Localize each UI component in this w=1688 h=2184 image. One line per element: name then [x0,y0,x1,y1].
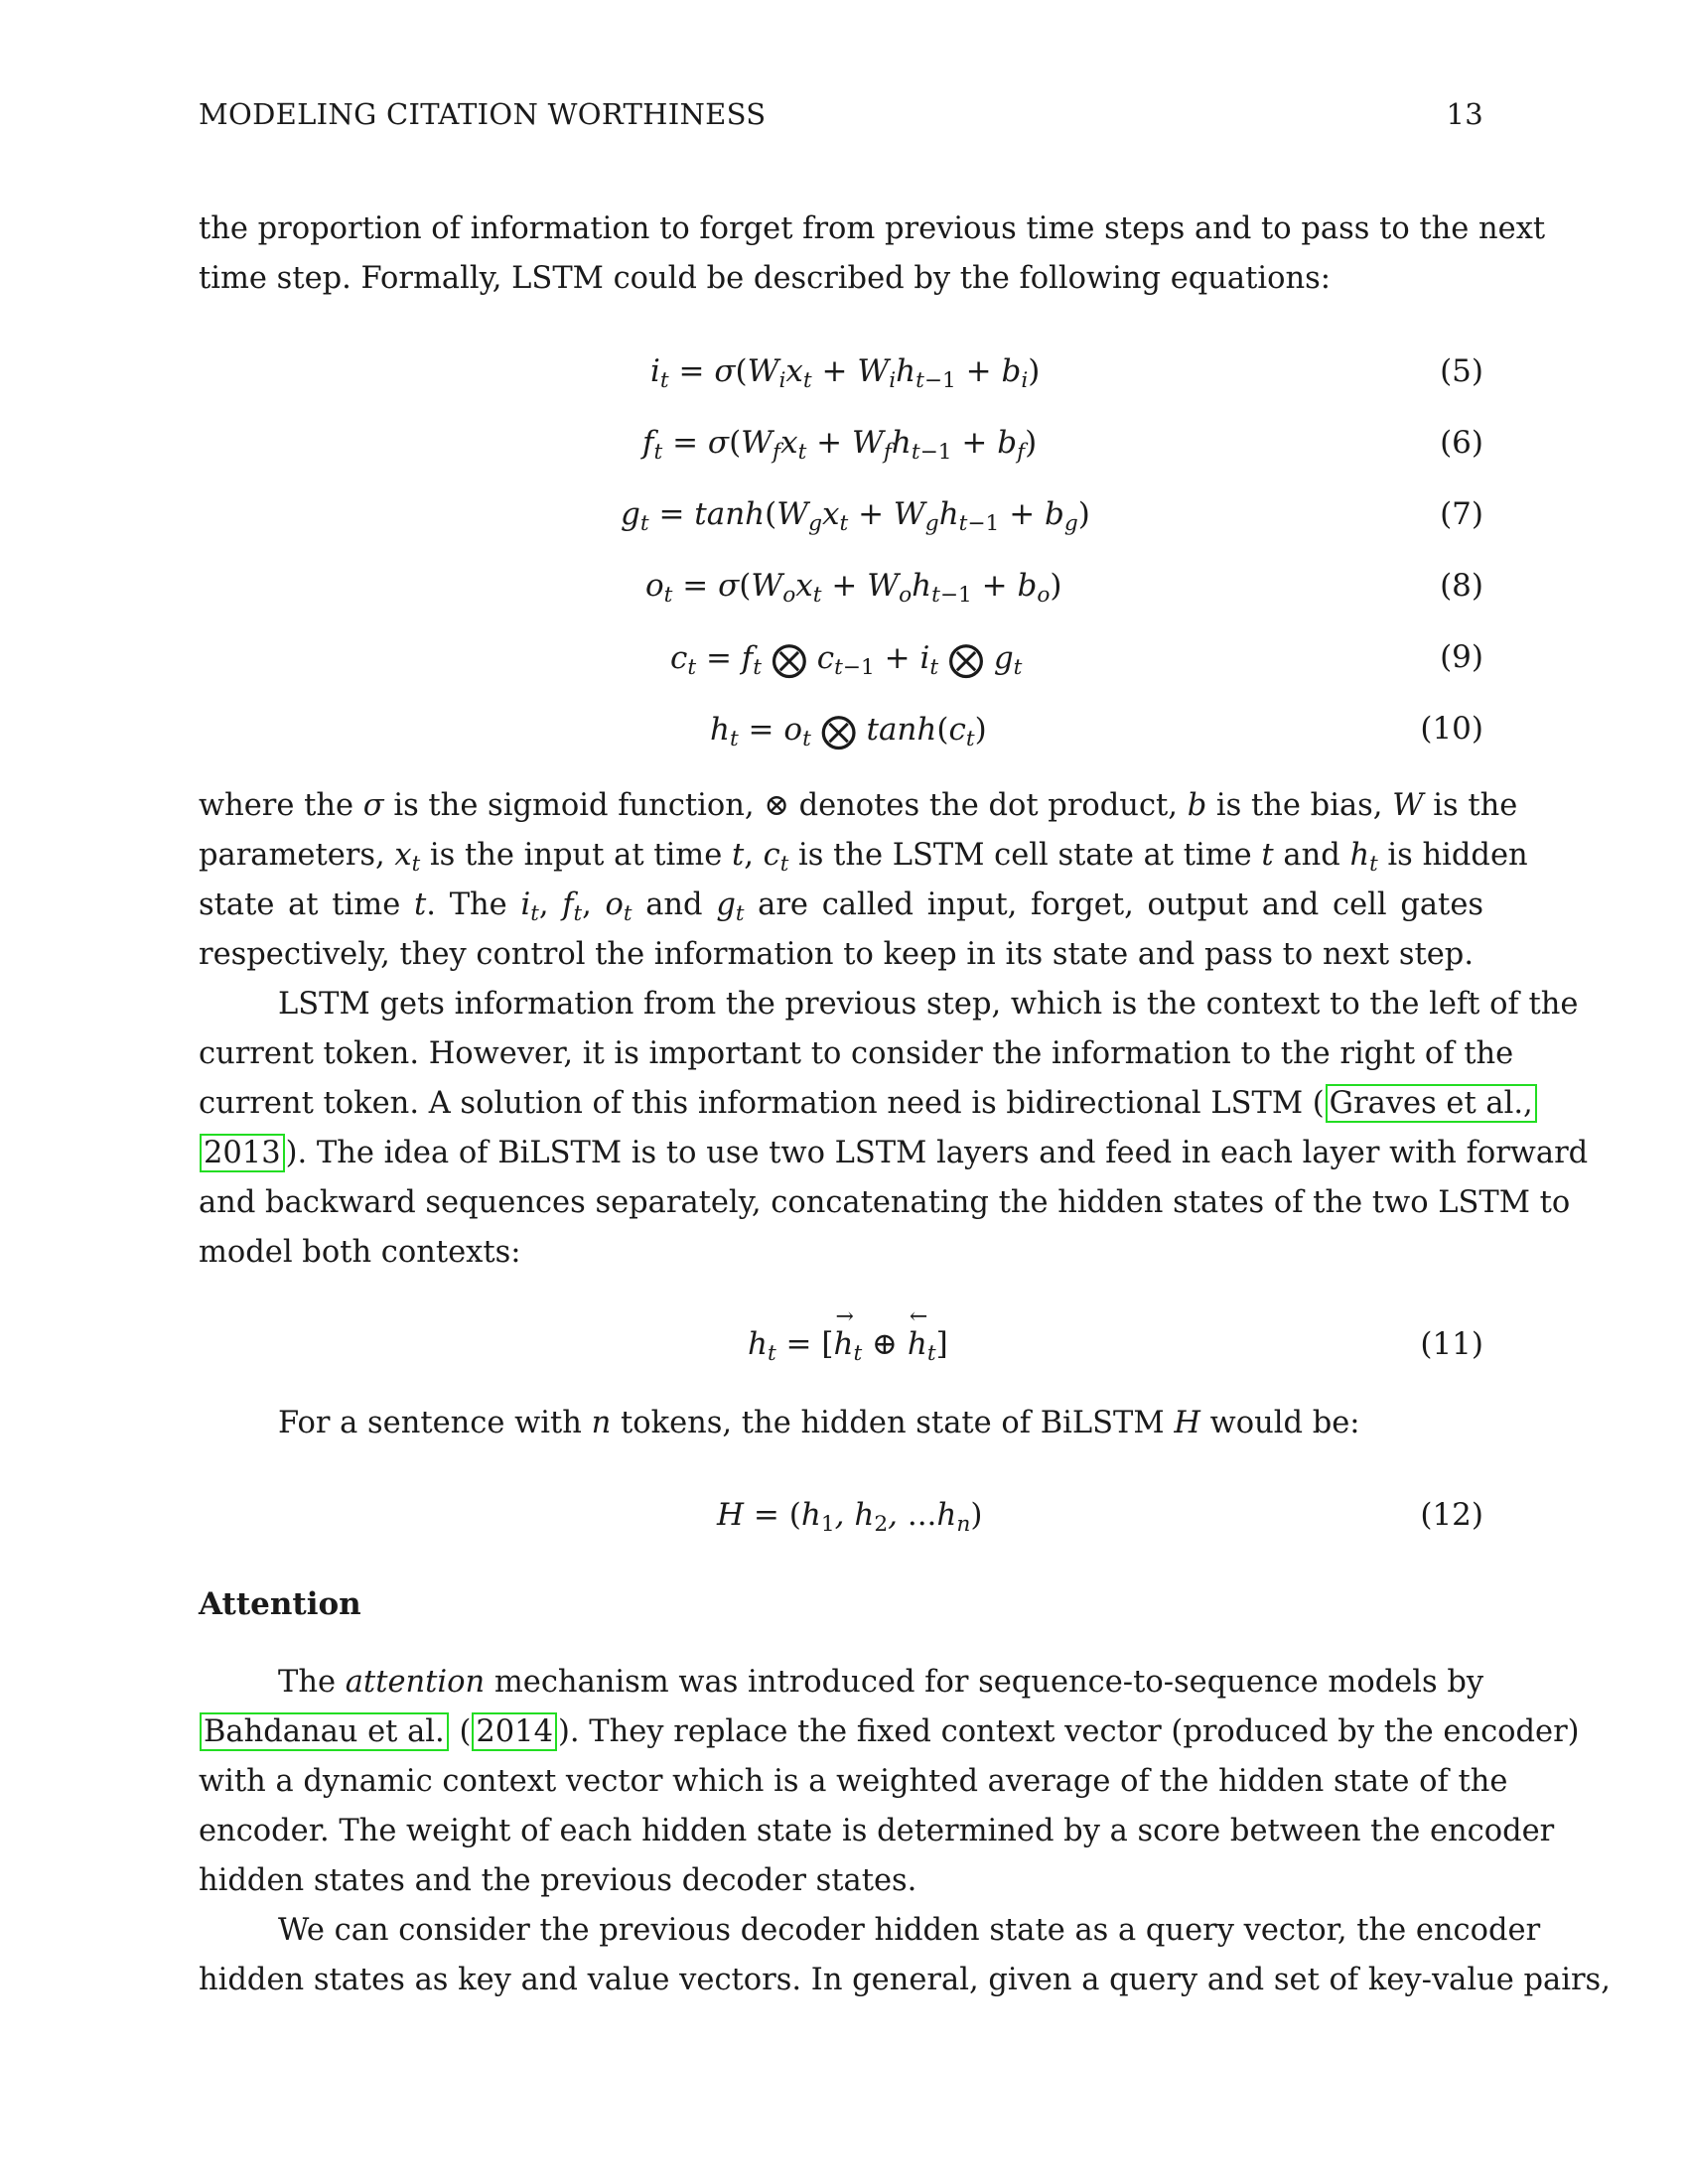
text-line: 2013 ). The idea of BiLSTM is to use two LSTM layers and feed in each layer with forward [199,1129,1483,1178]
equation-8 [199,568,1483,617]
text-line: LSTM gets information from the previous step, which is the context to the left of the [278,987,1579,1022]
equation-body: $f_t = \sigma(W_fx_t + W_fh_{t-1} + b_f)$ [642,425,1038,466]
text-line: encoder. The weight of each hidden state is determined by a score between the encoder [199,1814,1555,1848]
paragraph-bilstm [199,980,1589,1278]
text-line: We can consider the previous decoder hidden state as a query vector, the encoder [278,1913,1541,1948]
text-line: respectively, they control the information to keep in its state and pass to next step. [199,937,1475,972]
citation-link-bahdanau[interactable]: Bahdanau et al. [200,1712,449,1751]
text-line: state at time t. The $i_t$, $f_t$, $o_t$ and $g_t$ are called input, forget, output and cell gates [199,887,1484,926]
equation-number: (10) [1420,711,1483,747]
text-line: The attention mechanism was introduced for sequence-to-sequence models by [278,1665,1484,1700]
otimes-symbol: ⨂ [947,639,984,680]
equation-body: $h_t$ = [ → $h_t$ ⊕ ← $h_t$] [748,1304,948,1367]
citation-link-graves[interactable]: Graves et al., [1326,1084,1537,1123]
paragraph-lstm-intro [199,205,1546,304]
text-line: where the σ is the sigmoid function, ⊗ denotes the dot product, b is the bias, W is the [199,788,1518,823]
text-line: current token. However, it is important to consider the information to the right of the [199,1036,1514,1071]
citation-link-bahdanau-year[interactable]: 2014 [472,1712,557,1751]
text-line: hidden states and the previous decoder states. [199,1863,917,1898]
equation-number: (7) [1440,496,1483,532]
paragraph-query-key-value [199,1906,1611,2005]
text-line: hidden states as key and value vectors. In general, given a query and set of key-value pairs, [199,1963,1611,1997]
page-number: 13 [1446,97,1483,131]
text-line: time step. Formally, LSTM could be described by the following equations: [199,261,1332,296]
equation-body: $c_t = f_t$ ⨂ $c_{t-1} + i_t$ ⨂ $g_t$ [670,639,1023,681]
paragraph-sentence-hidden [199,1399,1483,1448]
otimes-symbol: ⨂ [771,639,807,680]
running-header [199,97,1483,137]
equation-10 [199,711,1483,760]
equation-body: $i_t = \sigma(W_ix_t + W_ih_{t-1} + b_i)$ [650,353,1041,394]
citation-link-graves-year[interactable]: 2013 [200,1134,285,1172]
equation-7 [199,496,1483,546]
text-line: parameters, $x_t$ is the input at time t, $c_t$ is the LSTM cell state at time t and $h_t$ is hidden [199,838,1528,877]
section-heading-attention: Attention [199,1586,361,1622]
forward-hidden-state: → $h_t$ [833,1304,863,1367]
text-line: the proportion of information to forget from previous time steps and to pass to the next [199,211,1546,246]
text-line: Bahdanau et al. ( 2014 ). They replace the fixed context vector (produced by the encoder) [199,1707,1483,1757]
equation-number: (12) [1420,1497,1483,1533]
equation-6 [199,425,1483,475]
paragraph-attention [199,1658,1580,1906]
backward-hidden-state: ← $h_t$ [907,1304,936,1367]
equation-number: (5) [1440,353,1483,389]
running-title: MODELING CITATION WORTHINESS [199,97,767,131]
otimes-symbol: ⨂ [820,711,857,751]
equation-11 [199,1304,1483,1376]
equation-number: (8) [1440,568,1483,604]
text-line: and backward sequences separately, concatenating the hidden states of the two LSTM to [199,1185,1571,1220]
text-line: model both contexts: [199,1235,521,1270]
text-line: with a dynamic context vector which is a weighted average of the hidden state of the [199,1764,1508,1799]
paragraph-lstm-symbols [199,781,1528,980]
text-line: current token. A solution of this information need is bidirectional LSTM ( Graves et al., [199,1079,1483,1129]
equation-number: (9) [1440,639,1483,675]
equation-12 [199,1497,1483,1547]
otimes-symbol: ⊗ [764,788,789,823]
equation-number: (6) [1440,425,1483,461]
equation-body: $H = (h_1$, $h_2$, $...h_n$) [717,1497,983,1538]
equation-body: $h_t = o_t$ ⨂ $\tanh(c_t)$ [710,711,987,752]
text-line: For a sentence with n tokens, the hidden state of BiLSTM H would be: [278,1406,1360,1440]
equation-body: $g_t = \tanh(W_gx_t + W_gh_{t-1} + b_g)$ [621,496,1090,537]
equation-5 [199,353,1483,403]
equation-number: (11) [1420,1326,1483,1362]
equation-body: $o_t = \sigma(W_ox_t + W_oh_{t-1} + b_o)$ [645,568,1062,609]
equation-9 [199,639,1483,689]
